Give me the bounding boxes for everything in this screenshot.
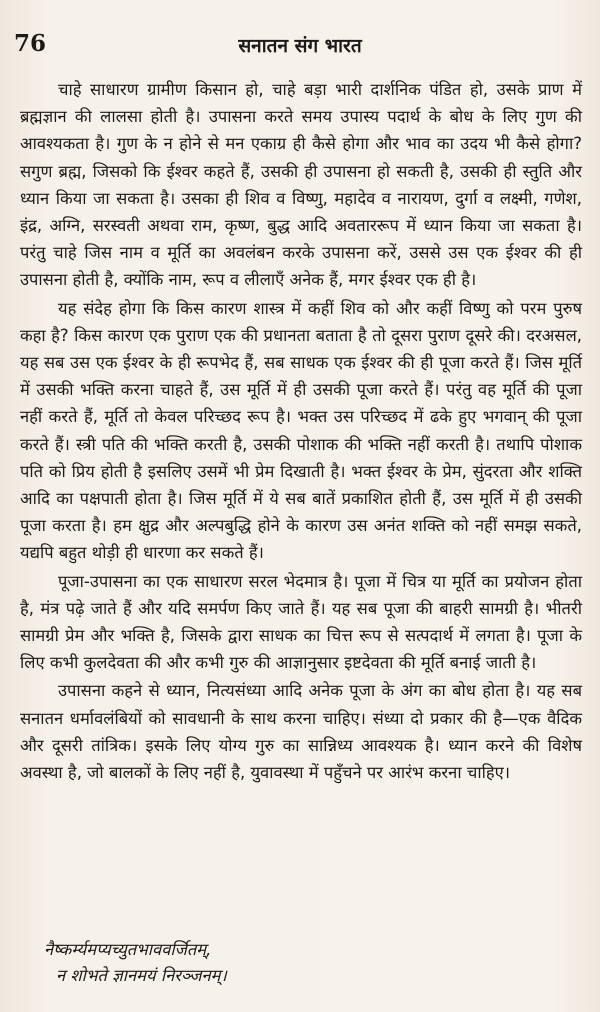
paragraph: पूजा-उपासना का एक साधारण सरल भेदमात्र है। पूजा में चित्र या मूर्ति का प्रयोजन होता है, मंत्र पढ़े जाते हैं और यदि समर्पण किए जाते हैं। यह सब पूजा की बाहरी सामग्री है। भीतरी सामग्री प्रेम और भक्ति है, जिसके द्वारा साधक का चित्त रूप से सत्पदार्थ में लगता है। पूजा के लिए कभी कुलदेवता की और कभी गुरु की आज्ञानुसार इष्टदेवता की मूर्ति बनाई जाती है। — [20, 571, 582, 673]
paragraph: उपासना कहने से ध्यान, नित्यसंध्या आदि अनेक पूजा के अंग का बोध होता है। यह सब सनातन धर्मावलंबियों को सावधानी के साथ करना चाहिए। संध्या दो प्रकार की है—एक वैदिक और दूसरी तांत्रिक। इसके लिए योग्य गुरु का सान्निध्य आवश्यक है। ध्यान करने की विशेष अवस्था है, जो बालकों के लिए नहीं है, युवावस्था में पहुँचने पर आरंभ करना चाहिए। — [20, 681, 582, 783]
paragraph: चाहे साधारण ग्रामीण किसान हो, चाहे बड़ा भारी दार्शनिक पंडित हो, उसके प्राण में ब्रह्मज्ञान की लालसा होती है। उपासना करते समय उपास्य पदार्थ के बोध के लिए गुण की आवश्यकता है। गुण के न होने से मन एकाग्र ही कैसे होगा और भाव का उदय भी कैसे होगा? सगुण ब्रह्म, जिसको कि ईश्वर कहते हैं, उसकी ही उपासना हो सकती है, उसकी ही स्तुति और ध्यान किया जा सकता है। उसका ही शिव व विष्णु, महादेव व नारायण, दुर्गा व लक्ष्मी, गणेश, इंद्र, अग्नि, सरस्वती अथवा राम, कृष्ण, बुद्ध आदि अवताररूप में ध्यान किया जा सकता है। परंतु चाहे जिस नाम व मूर्ति का अवलंबन करके उपासना करें, उससे उस एक ईश्वर की ही उपासना होती है, क्योंकि नाम, रूप व लीलाएँ अनेक हैं, मगर ईश्वर एक ही है। — [20, 80, 582, 290]
verse-line: नैष्कर्म्यमप्यच्युतभाववर्जितम्, — [44, 940, 212, 959]
verse-line: न शोभते ज्ञानमयं निरञ्जनम्। — [56, 966, 227, 985]
page-number: 76 — [14, 30, 47, 57]
running-title: सनातन संग भारत — [238, 35, 362, 57]
page-body — [20, 76, 582, 787]
paragraph: यह संदेह होगा कि किस कारण शास्त्र में कहीं शिव को और कहीं विष्णु को परम पुरुष कहा है? किस कारण एक पुराण एक की प्रधानता बताता है तो दूसरा पुराण दूसरे की। दरअसल, यह सब उस एक ईश्वर के ही रूपभेद हैं, सब साधक एक ईश्वर की ही पूजा करते हैं। जिस मूर्ति में उसकी भक्ति करना चाहते हैं, उस मूर्ति में ही उसकी पूजा करते हैं। परंतु वह मूर्ति की पूजा नहीं करते हैं, मूर्ति तो केवल परिच्छद रूप है। भक्त उस परिच्छद में ढके हुए भगवान् की पूजा करते हैं। स्त्री पति की भक्ति करती है, उसकी पोशाक की भक्ति नहीं करती है। तथापि पोशाक पति को प्रिय होती है इसलिए उसमें भी प्रेम दिखाती है। भक्त ईश्वर के प्रेम, सुंदरता और शक्ति आदि का पक्षपाती होता है। जिस मूर्ति में ये सब बातें प्रकाशित होती हैं, उस मूर्ति में ही उसकी पूजा करता है। हम क्षुद्र और अल्पबुद्धि होने के कारण उस अनंत शक्ति को नहीं समझ सकते, यद्यपि बहुत थोड़ी ही धारणा कर सकते हैं। — [20, 298, 582, 563]
sanskrit-verse — [44, 937, 227, 989]
page-header — [14, 30, 586, 66]
